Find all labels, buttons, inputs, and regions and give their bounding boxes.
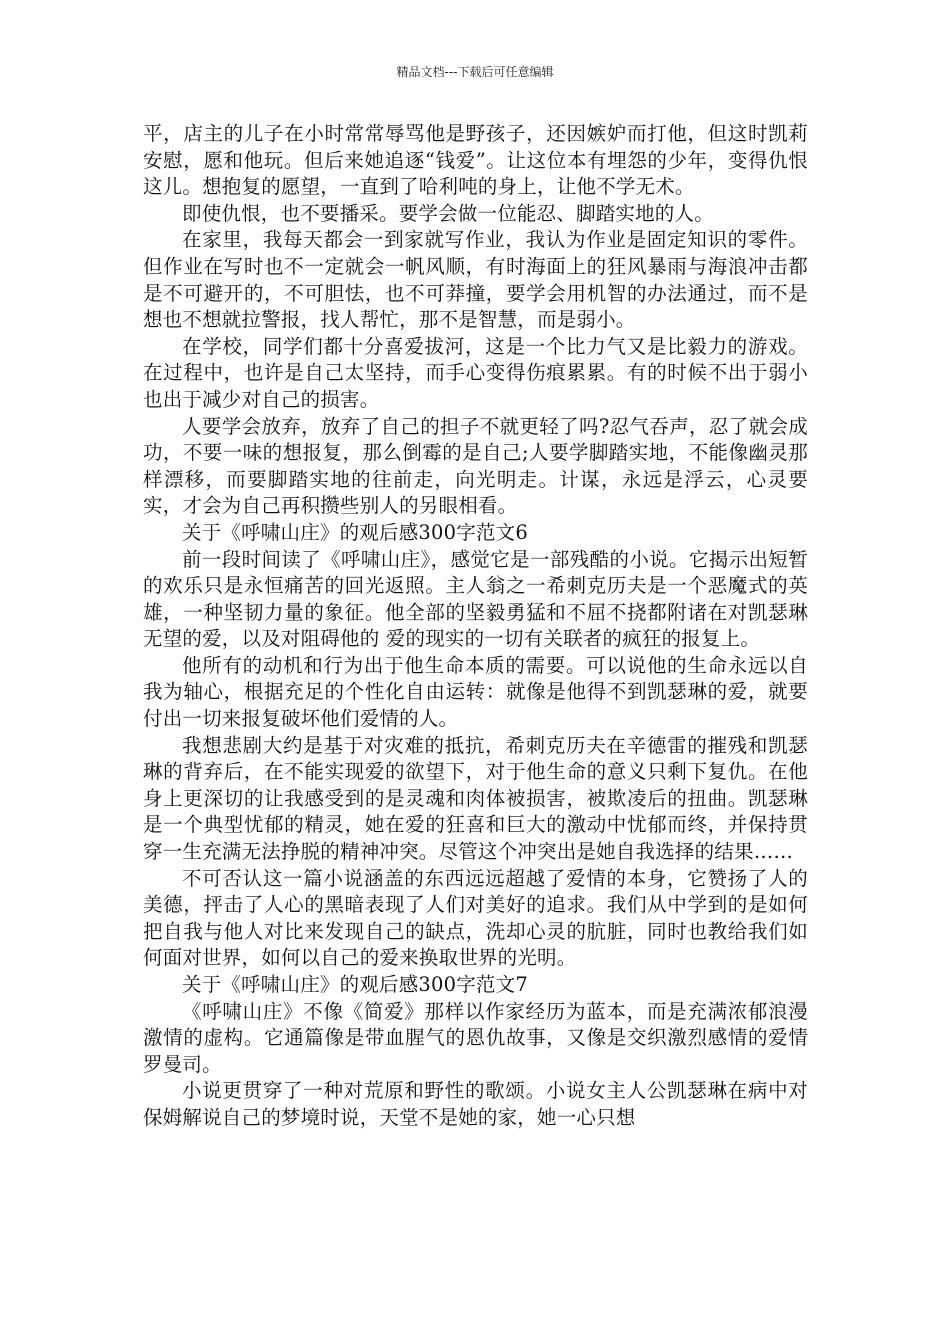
section-heading-7: 关于《呼啸山庄》的观后感300字范文7 — [182, 973, 528, 996]
paragraph-5: 人要学会放弃，放弃了自己的担子不就更轻了吗?忍气吞声，忍了就会成功，不要一味的想报复，那么倒霉的是自己;人要学脚踏实地，不能像幽灵那样漂移，而要脚踏实地的往前走，向光明走。计谋，永远是浮云，心灵要实，才会为自己再积攒些别人的另眼相看。 — [143, 414, 808, 518]
section-heading-6: 关于《呼啸山庄》的观后感300字范文6 — [182, 520, 528, 544]
paragraph-13: 小说更贯穿了一种对荒原和野性的歌颂。小说女主人公凯瑟琳在病中对保姆解说自己的梦境时说，天堂不是她的家，她一心只想 — [143, 1079, 808, 1129]
paragraph-4: 在学校，同学们都十分喜爱拔河，这是一个比力气又是比毅力的游戏。在过程中，也许是自己太坚持，而手心变得伤痕累累。有的时候不出于弱小也出于减少对自己的损害。 — [143, 334, 808, 411]
document-body — [143, 121, 808, 1132]
paragraph-9: 我想悲剧大约是基于对灾难的抵抗，希刺克历夫在辛德雷的摧残和凯瑟琳的背弃后，在不能实现爱的欲望下，对于他生命的意义只剩下复仇。在他身上更深切的让我感受到的是灵魂和肉体被损害，被欺凌后的扭曲。凯瑟琳是一个典型忧郁的精灵，她在爱的狂喜和巨大的激动中忧郁而终，并保持贯穿一生充满无法挣脱的精神冲突。尽管这个冲突出是她自我选择的结果…… — [143, 733, 808, 864]
paragraph-10: 不可否认这一篇小说涵盖的东西远远超越了爱情的本身，它赞扬了人的美德，抨击了人心的黑暗表现了人们对美好的追求。我们从中学到的是如何把自我与他人对比来发现自己的缺点，洗却心灵的肮脏，同时也教给我们如何面对世界，如何以自己的爱来换取世界的光明。 — [143, 866, 808, 970]
paragraph-2: 即使仇恨，也不要播采。要学会做一位能忍、脚踏实地的人。 — [182, 201, 714, 225]
page-header: 精品文档---下载后可任意编辑 — [396, 65, 554, 79]
paragraph-7: 前一段时间读了《呼啸山庄》，感觉它是一部残酷的小说。它揭示出短暂的欢乐只是永恒痛苦的回光返照。主人翁之一希刺克历夫是一个恶魔式的英雄，一种坚韧力量的象征。他全部的坚毅勇猛和不屈不挠都附诸在对凯瑟琳无望的爱，以及对阻碍他的 爱的现实的一切有关联者的疯狂的报复上。 — [143, 547, 808, 651]
paragraph-12: 《呼啸山庄》不像《简爱》那样以作家经历为蓝本，而是充满浓郁浪漫激情的虚构。它通篇像是带血腥气的恩仇故事，又像是交织激烈感情的爱情罗曼司。 — [143, 999, 808, 1076]
paragraph-3: 在家里，我每天都会一到家就写作业，我认为作业是固定知识的零件。但作业在写时也不一定就会一帆风顺，有时海面上的狂风暴雨与海浪冲击都是不可避开的，不可胆怯，也不可莽撞，要学会用机智的办法通过，而不是想也不想就拉警报，找人帮忙，那不是智慧，而是弱小。 — [143, 228, 808, 332]
paragraph-1: 平，店主的儿子在小时常常辱骂他是野孩子，还因嫉妒而打他，但这时凯莉安慰，愿和他玩。但后来她追逐“钱爱”。让这位本有埋怨的少年，变得仇恨这儿。想抱复的愿望，一直到了哈利吨的身上，让他不学无术。 — [143, 122, 808, 199]
paragraph-8: 他所有的动机和行为出于他生命本质的需要。可以说他的生命永远以自我为轴心，根据充足的个性化自由运转：就像是他得不到凯瑟琳的爱，就要付出一切来报复破坏他们爱情的人。 — [143, 653, 808, 731]
